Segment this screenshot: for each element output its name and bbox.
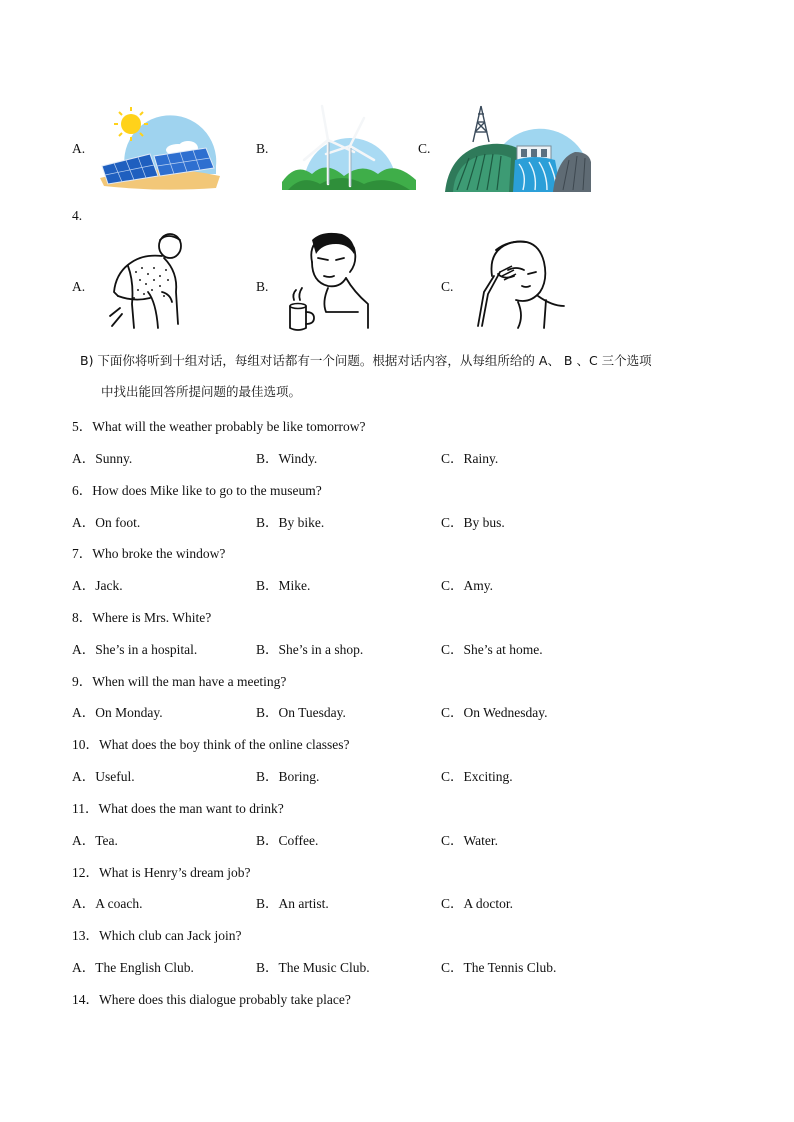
q12-option-a: A．A coach. <box>72 896 143 911</box>
question-9: 9．When will the man have a meeting? <box>72 674 287 689</box>
q13-option-c: C．The Tennis Club. <box>441 960 557 975</box>
backache-person-icon <box>104 232 196 336</box>
question-10-options <box>72 765 772 783</box>
wind-turbines-icon <box>282 104 418 190</box>
q7-option-b: B．Mike. <box>256 578 311 593</box>
q6-option-c: C．By bus. <box>441 515 505 530</box>
question-12: 12．What is Henry’s dream job? <box>72 865 251 880</box>
q3-option-a-label: A. <box>72 141 86 156</box>
q9-option-b: B．On Tuesday. <box>256 705 346 720</box>
q6-option-b: B．By bike. <box>256 515 325 530</box>
q10-option-b: B．Boring. <box>256 769 320 784</box>
q12-option-b: B．An artist. <box>256 896 329 911</box>
question-11: 11．What does the man want to drink? <box>72 801 284 816</box>
q8-option-b: B．She’s in a shop. <box>256 642 364 657</box>
question-5-options <box>72 447 772 465</box>
question-8-options <box>72 638 772 656</box>
q10-option-a: A．Useful. <box>72 769 135 784</box>
q6-option-a: A．On foot. <box>72 515 141 530</box>
question-6: 6．How does Mike like to go to the museum? <box>72 483 322 498</box>
q13-option-a: A．The English Club. <box>72 960 194 975</box>
q5-option-a: A．Sunny. <box>72 451 133 466</box>
q10-option-c: C．Exciting. <box>441 769 513 784</box>
question-7-options <box>72 574 772 592</box>
question-12-options <box>72 892 772 910</box>
question-8: 8．Where is Mrs. White? <box>72 610 212 625</box>
section-b-instruction-line1: B) 下面你将听到十组对话，每组对话都有一个问题。根据对话内容，从每组所给的 A、 B 、C 三个选项 <box>80 353 652 368</box>
headache-person-icon <box>468 236 568 332</box>
q13-option-b: B．The Music Club. <box>256 960 370 975</box>
q12-option-c: C．A doctor. <box>441 896 514 911</box>
q7-option-a: A．Jack. <box>72 578 123 593</box>
section-b-instruction-line2: 中找出能回答所提问题的最佳选项。 <box>101 384 302 399</box>
q8-option-c: C．She’s at home. <box>441 642 543 657</box>
q7-option-c: C．Amy. <box>441 578 494 593</box>
question-13: 13．Which club can Jack join? <box>72 928 242 943</box>
q5-option-c: C．Rainy. <box>441 451 499 466</box>
question-11-options <box>72 829 772 847</box>
q11-option-b: B．Coffee. <box>256 833 319 848</box>
q8-option-a: A．She’s in a hospital. <box>72 642 198 657</box>
question-13-options <box>72 956 772 974</box>
q9-option-c: C．On Wednesday. <box>441 705 548 720</box>
q11-option-c: C．Water. <box>441 833 499 848</box>
q3-option-b-label: B. <box>256 141 269 156</box>
q9-option-a: A．On Monday. <box>72 705 163 720</box>
solar-panels-icon <box>98 104 222 190</box>
hydroelectric-dam-icon <box>443 102 591 192</box>
question-5: 5．What will the weather probably be like tomorrow? <box>72 419 366 434</box>
cold-person-with-drink-icon <box>282 232 374 336</box>
q4-option-c-label: C. <box>441 279 454 294</box>
q5-option-b: B．Windy. <box>256 451 318 466</box>
question-7: 7．Who broke the window? <box>72 546 226 561</box>
q4-option-a-label: A. <box>72 279 86 294</box>
q3-option-c-label: C. <box>418 141 431 156</box>
question-10: 10．What does the boy think of the online classes? <box>72 737 350 752</box>
q4-number: 4. <box>72 208 83 223</box>
question-14: 14．Where does this dialogue probably take place? <box>72 992 351 1007</box>
question-9-options <box>72 701 772 719</box>
q11-option-a: A．Tea. <box>72 833 118 848</box>
q4-option-b-label: B. <box>256 279 269 294</box>
question-6-options <box>72 511 772 529</box>
